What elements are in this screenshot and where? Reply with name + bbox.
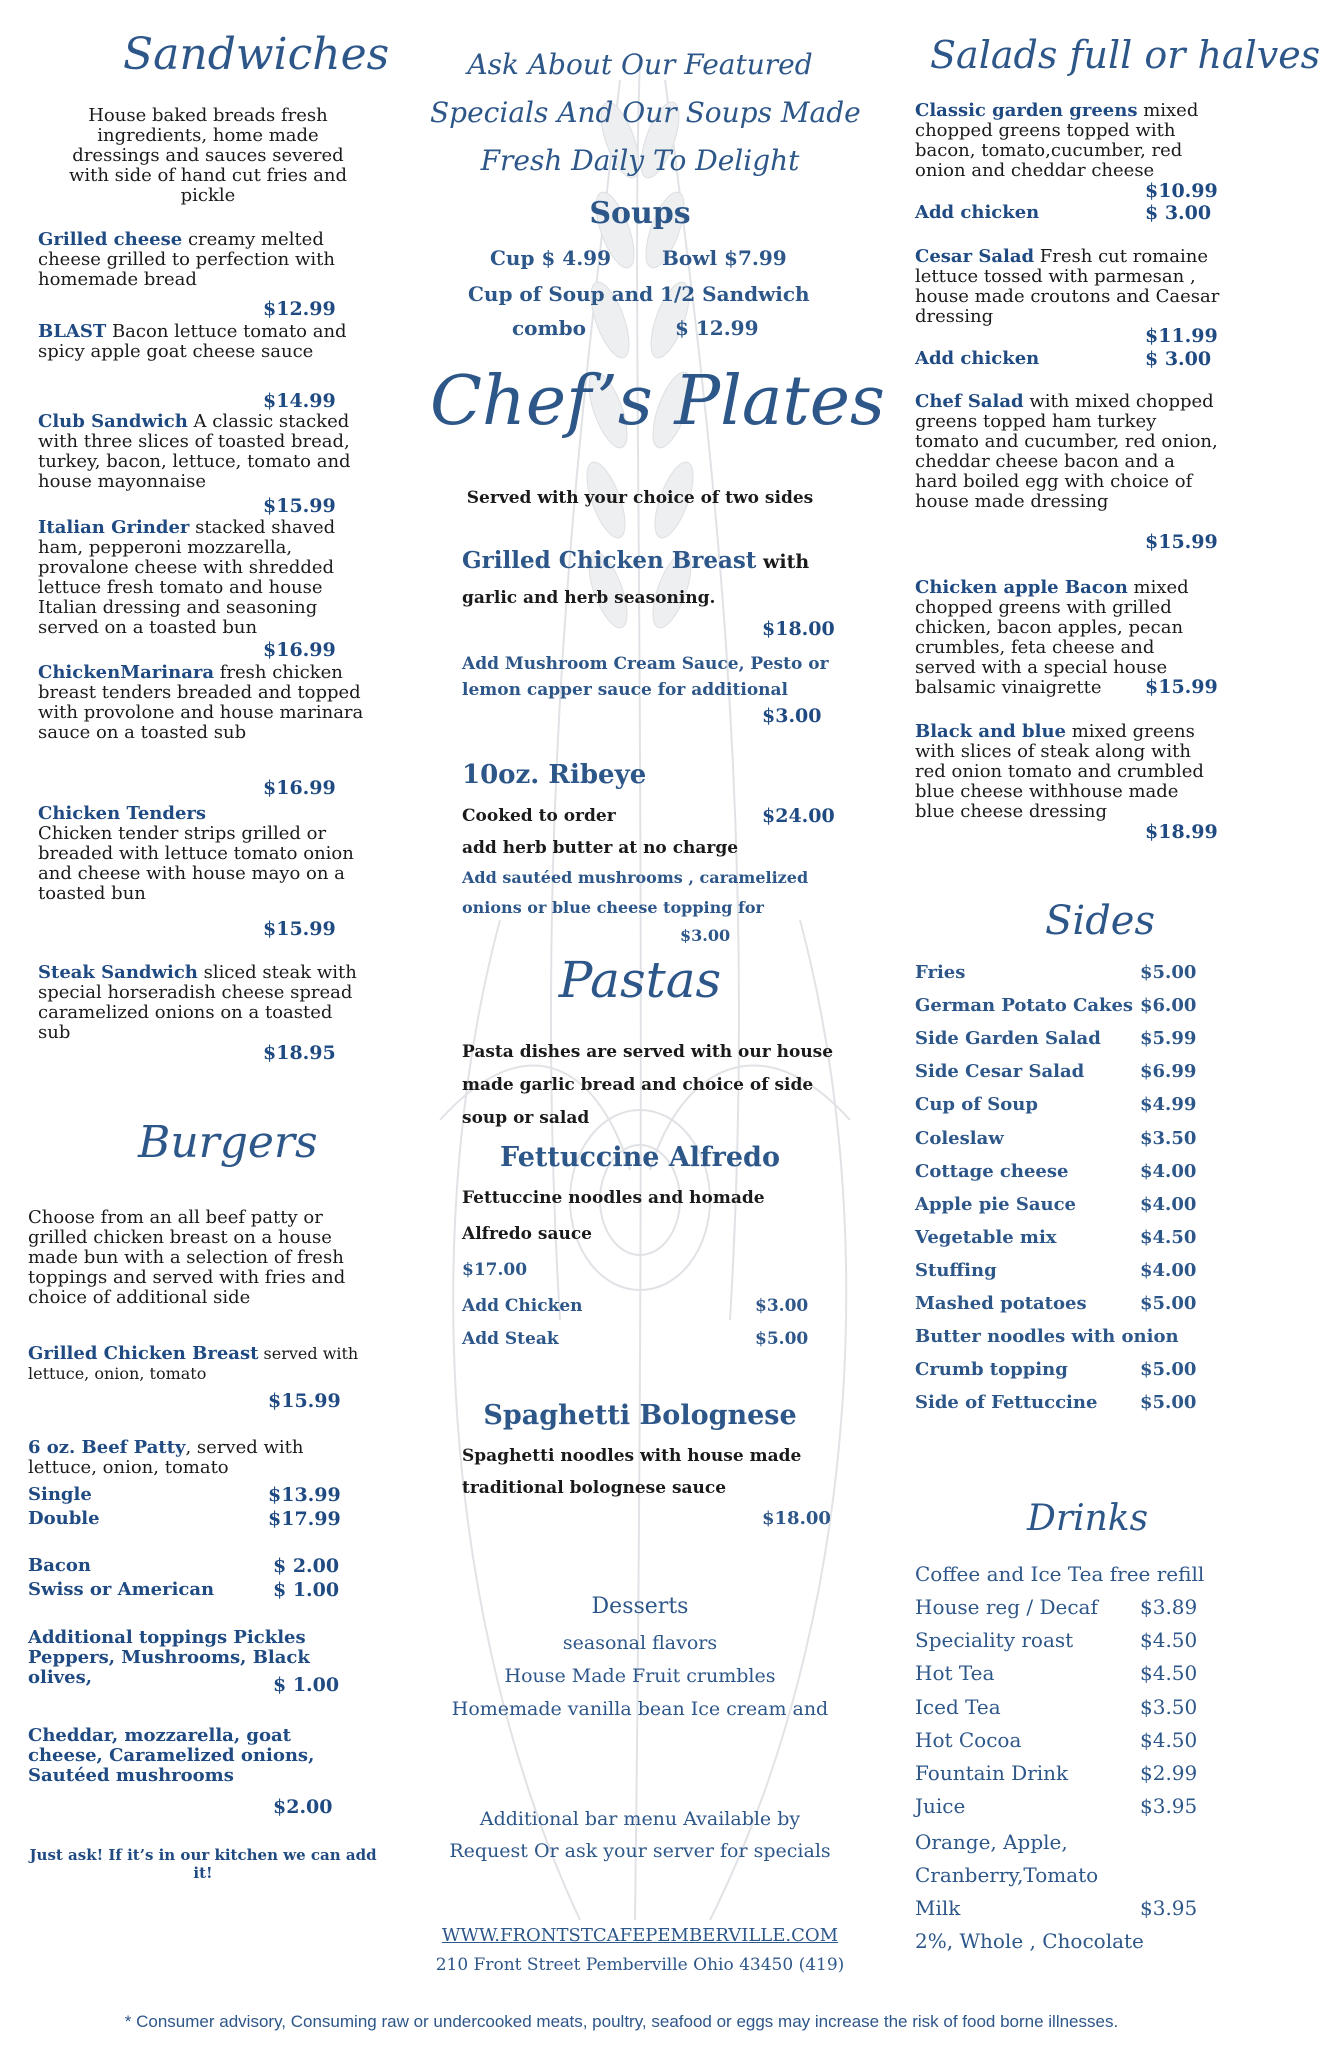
item-name: Black and blue	[915, 721, 1066, 742]
burgers-title: Burgers	[138, 1117, 318, 1168]
side-item-price: $5.00	[1140, 1392, 1197, 1414]
drink-item-price: $4.50	[1140, 1661, 1198, 1686]
featured-line-2: Specials And Our Soups Made	[430, 96, 861, 129]
pastas-intro-3: soup or salad	[462, 1108, 590, 1128]
item-price: $15.99	[263, 918, 336, 940]
soup-combo-label: combo	[512, 316, 587, 340]
item-desc: sliced steak with special horseradish cheese spread caramelized onions on a toasted sub	[38, 962, 357, 1043]
item-desc: mixed chopped greens topped with bacon, tomato,cucumber, red onion and cheddar cheese	[915, 100, 1199, 181]
ribeye-desc: Cooked to order	[462, 806, 616, 826]
side-item-price: $4.99	[1140, 1094, 1197, 1116]
item-desc: fresh chicken breast tenders breaded and topped with provolone and house marinara sauce on a toasted sub	[38, 662, 364, 743]
side-item-price: $5.99	[1140, 1028, 1197, 1050]
bolognese-name: Spaghetti Bolognese	[483, 1400, 797, 1431]
item-price: $14.99	[263, 390, 336, 412]
side-item-price: $4.00	[1140, 1160, 1197, 1182]
item-price: $11.99	[1145, 325, 1218, 347]
item-price: $15.99	[263, 495, 336, 517]
drink-item-name: Hot Tea	[915, 1661, 995, 1686]
side-item-price: $4.00	[1140, 1259, 1197, 1281]
burger-beef	[28, 1438, 358, 1478]
menu-item-grilled-cheese	[38, 230, 368, 290]
soup-cup-price: Cup $ 4.99	[490, 246, 611, 270]
drinks-refill-note: Coffee and Ice Tea free refill	[915, 1562, 1205, 1586]
swiss-price: $ 1.00	[273, 1579, 340, 1601]
ribeye-add-2: onions or blue cheese topping for	[462, 898, 764, 917]
item-name: Grilled cheese	[38, 229, 183, 250]
double-price: $17.99	[268, 1508, 341, 1530]
item-desc: Chicken tender strips grilled or breaded with lettuce tomato onion and cheese with house mayo on a toasted bun	[38, 823, 354, 904]
side-item-price: $3.50	[1140, 1127, 1197, 1149]
item-price: $15.99	[1145, 531, 1218, 553]
item-price: $16.99	[263, 639, 336, 661]
item-name: Club Sandwich	[38, 411, 188, 432]
salad-classic-garden	[915, 101, 1220, 181]
toppings-price: $ 1.00	[273, 1674, 340, 1696]
featured-line-1: Ask About Our Featured	[467, 48, 813, 81]
chefs-plates-title: Chef’s Plates	[430, 362, 885, 441]
milk-price: $3.95	[1140, 1896, 1198, 1920]
premium-price: $2.00	[273, 1796, 333, 1818]
bolognese-desc-1: Spaghetti noodles with house made	[462, 1446, 802, 1466]
salad-cesar	[915, 247, 1220, 327]
add-chicken-price: $3.00	[755, 1296, 809, 1316]
chefs-chicken	[462, 547, 809, 574]
alfredo-desc-2: Alfredo sauce	[462, 1224, 592, 1244]
desserts-title: Desserts	[591, 1594, 689, 1619]
desserts-line-3: Homemade vanilla bean Ice cream and	[451, 1698, 829, 1720]
side-item-price: $6.00	[1140, 995, 1197, 1017]
add-steak-price: $5.00	[755, 1329, 809, 1349]
item-price: $15.99	[1145, 676, 1218, 698]
kitchen-note: Just ask! If it’s in our kitchen we can add it!	[29, 1846, 377, 1882]
salad-black-and-blue	[915, 722, 1220, 822]
side-item-price: $5.00	[1140, 1359, 1197, 1381]
drinks-title: Drinks	[1027, 1498, 1149, 1539]
item-name: BLAST	[38, 321, 107, 342]
single-label: Single	[28, 1484, 92, 1505]
soups-title: Soups	[589, 196, 691, 231]
side-item-name: Apple pie Sauce	[915, 1193, 1076, 1215]
ribeye-price: $24.00	[762, 805, 835, 827]
bolognese-price: $18.00	[762, 1508, 831, 1529]
side-item-name: Side Cesar Salad	[915, 1061, 1085, 1083]
double-label: Double	[28, 1508, 100, 1529]
item-name: Steak Sandwich	[38, 962, 198, 983]
milk-label: Milk	[915, 1896, 961, 1920]
item-desc: stacked shaved ham, pepperoni mozzarella, provalone cheese with shredded lettuce fresh tomato and house Italian dressing and seasoning served on a toasted bun	[38, 517, 336, 638]
menu-item-club-sandwich	[38, 412, 368, 492]
item-price: $18.95	[263, 1042, 336, 1064]
menu-item-chicken-marinara	[38, 663, 368, 743]
juice-line-1: Orange, Apple,	[915, 1830, 1068, 1854]
swiss-label: Swiss or American	[28, 1579, 215, 1600]
sandwiches-title: Sandwiches	[123, 29, 390, 80]
consumer-advisory: * Consumer advisory, Consuming raw or undercooked meats, poultry, seafood or eggs may increase the risk of food borne illnesses.	[124, 2012, 1119, 2031]
soup-combo-price: $ 12.99	[675, 316, 759, 340]
add-chicken-label: Add chicken	[915, 348, 1040, 369]
item-desc: , served with lettuce, onion, tomato	[28, 1437, 304, 1478]
item-desc: Bacon lettuce tomato and spicy apple goat cheese sauce	[38, 321, 347, 362]
desserts-line-2: House Made Fruit crumbles	[504, 1665, 776, 1687]
drink-item-name: Iced Tea	[915, 1694, 1001, 1719]
side-item-name: Cottage cheese	[915, 1160, 1069, 1182]
soup-bowl-price: Bowl $7.99	[662, 246, 787, 270]
side-item-price: $5.00	[1140, 962, 1197, 983]
side-item-price: $4.50	[1140, 1226, 1197, 1248]
bolognese-desc-2: traditional bolognese sauce	[462, 1478, 727, 1498]
drink-item-name: Juice	[915, 1794, 966, 1819]
drink-item-name: Fountain Drink	[915, 1761, 1069, 1785]
item-desc: creamy melted cheese grilled to perfection with homemade bread	[38, 229, 335, 290]
milk-types: 2%, Whole , Chocolate	[915, 1929, 1144, 1953]
item-name: Grilled Chicken Breast	[28, 1343, 259, 1364]
address: 210 Front Street Pemberville Ohio 43450 (419)	[435, 1955, 845, 1975]
side-item-price: $6.99	[1140, 1061, 1197, 1083]
ribeye-butter: add herb butter at no charge	[462, 838, 739, 858]
drink-item-price: $3.89	[1140, 1595, 1198, 1619]
bar-line-2: Request Or ask your server for specials	[449, 1840, 831, 1862]
item-price: $12.99	[263, 298, 336, 320]
add-chicken-price: $ 3.00	[1145, 348, 1212, 370]
side-item-name: Vegetable mix	[915, 1226, 1057, 1248]
side-item-name: Cup of Soup	[915, 1094, 1038, 1116]
soup-combo: Cup of Soup and 1/2 Sandwich	[468, 282, 810, 306]
drink-item-price: $4.50	[1140, 1727, 1198, 1752]
item-desc: Fresh cut romaine lettuce tossed with parmesan , house made croutons and Caesar dressing	[915, 246, 1220, 327]
item-name: Chicken apple Bacon	[915, 577, 1128, 598]
website-link[interactable]: WWW.FRONTSTCAFEPEMBERVILLE.COM	[441, 1925, 839, 1946]
salad-chef	[915, 392, 1220, 512]
item-price: $18.99	[1145, 821, 1218, 843]
juice-line-2: Cranberry,Tomato	[915, 1863, 1099, 1887]
sandwiches-intro: House baked breads fresh ingredients, home made dressings and sauces severed with side of hand cut fries and pickle	[68, 105, 348, 206]
single-price: $13.99	[268, 1484, 341, 1506]
menu-item-blast	[38, 322, 368, 362]
drink-item-price: $3.50	[1140, 1694, 1198, 1719]
item-name: 6 oz. Beef Patty	[28, 1437, 186, 1458]
side-item-price: $4.00	[1140, 1193, 1197, 1215]
featured-line-3: Fresh Daily To Delight	[480, 144, 800, 177]
chefs-chicken-price: $18.00	[762, 618, 835, 640]
item-desc: A classic stacked with three slices of toasted bread, turkey, bacon, lettuce, tomato and house mayonnaise	[38, 411, 351, 492]
item-name: Chef Salad	[915, 391, 1024, 412]
item-name: Italian Grinder	[38, 517, 190, 538]
side-item-name: Crumb topping	[915, 1359, 1068, 1381]
pastas-title: Pastas	[558, 951, 722, 1009]
drink-item-price: $4.50	[1140, 1628, 1198, 1653]
side-item-price: $5.00	[1140, 1293, 1197, 1314]
side-item-name: Side of Fettuccine	[915, 1392, 1098, 1414]
item-with: with	[756, 551, 810, 573]
desserts-line-1: seasonal flavors	[562, 1632, 718, 1654]
drink-item-price: $3.95	[1140, 1794, 1198, 1819]
add-steak-label: Add Steak	[462, 1329, 559, 1349]
item-price: $16.99	[263, 777, 336, 799]
side-item-name: Coleslaw	[915, 1127, 1004, 1149]
side-item-name: Stuffing	[915, 1259, 997, 1281]
ribeye-add-1: Add sautéed mushrooms , caramelized	[462, 868, 809, 887]
salads-title: Salads full or halves	[930, 33, 1320, 77]
bar-line-1: Additional bar menu Available by	[479, 1808, 801, 1830]
item-name: ChickenMarinara	[38, 662, 215, 683]
item-desc: served with lettuce, onion, tomato	[28, 1344, 359, 1383]
item-name: Grilled Chicken Breast	[462, 547, 757, 574]
menu-item-chicken-tenders	[38, 804, 368, 904]
item-name: Chicken Tenders	[38, 803, 207, 824]
item-price: $10.99	[1145, 180, 1218, 202]
side-item-name: Side Garden Salad	[915, 1028, 1101, 1050]
premium-toppings: Cheddar, mozzarella, goat cheese, Caramelized onions, Sautéed mushrooms	[28, 1725, 315, 1786]
pastas-intro-1: Pasta dishes are served with our house	[462, 1042, 834, 1062]
side-item-name: Mashed potatoes	[915, 1293, 1087, 1314]
chefs-chicken-desc: garlic and herb seasoning.	[462, 588, 716, 608]
chefs-addon-2: lemon capper sauce for additional	[462, 680, 788, 700]
sides-title: Sides	[1045, 898, 1155, 944]
alfredo-desc-1: Fettuccine noodles and homade	[462, 1188, 765, 1208]
item-price: $15.99	[268, 1390, 341, 1412]
burger-chicken	[28, 1344, 378, 1383]
alfredo-name: Fettuccine Alfredo	[500, 1142, 780, 1173]
item-desc: with mixed chopped greens topped ham turkey tomato and cucumber, red onion, cheddar cheese bacon and a hard boiled egg with choice of house made dressing	[915, 391, 1218, 512]
chefs-addon-price: $3.00	[762, 705, 822, 727]
item-name: Cesar Salad	[915, 246, 1035, 267]
ribeye-name: 10oz. Ribeye	[462, 760, 647, 790]
menu-item-steak-sandwich	[38, 963, 368, 1043]
side-item-name: Fries	[915, 962, 966, 983]
drink-item-name: Speciality roast	[915, 1628, 1074, 1653]
burgers-intro: Choose from an all beef patty or grilled chicken breast on a house made bun with a selection of fresh toppings and served with fries and choice of additional side	[28, 1207, 346, 1308]
side-item-name: German Potato Cakes	[915, 995, 1134, 1017]
drink-item-name: House reg / Decaf	[915, 1595, 1098, 1619]
alfredo-price: $17.00	[462, 1260, 528, 1280]
item-desc: mixed chopped greens with grilled chicken, bacon apples, pecan crumbles, feta cheese and served with a special house balsamic vinaigrette	[915, 577, 1189, 698]
menu-item-italian-grinder	[38, 518, 368, 638]
additional-toppings: Additional toppings Pickles Peppers, Mushrooms, Black olives,	[28, 1627, 310, 1688]
side-item-name: Butter noodles with onion	[915, 1326, 1179, 1348]
bacon-label: Bacon	[28, 1555, 91, 1576]
pastas-intro-2: made garlic bread and choice of side	[462, 1075, 814, 1095]
ribeye-add-price: $3.00	[680, 926, 731, 945]
drink-item-name: Hot Cocoa	[915, 1727, 1022, 1752]
add-chicken-label: Add chicken	[915, 202, 1040, 223]
add-chicken-price: $ 3.00	[1145, 202, 1212, 224]
add-chicken-label: Add Chicken	[462, 1296, 583, 1316]
chefs-addon-1: Add Mushroom Cream Sauce, Pesto or	[462, 654, 829, 674]
drink-item-price: $2.99	[1140, 1761, 1198, 1785]
chefs-subtitle: Served with your choice of two sides	[466, 488, 814, 508]
item-name: Classic garden greens	[915, 100, 1138, 121]
item-desc: mixed greens with slices of steak along with red onion tomato and crumbled blue cheese withhouse made blue cheese dressing	[915, 721, 1204, 822]
bacon-price: $ 2.00	[273, 1555, 340, 1577]
